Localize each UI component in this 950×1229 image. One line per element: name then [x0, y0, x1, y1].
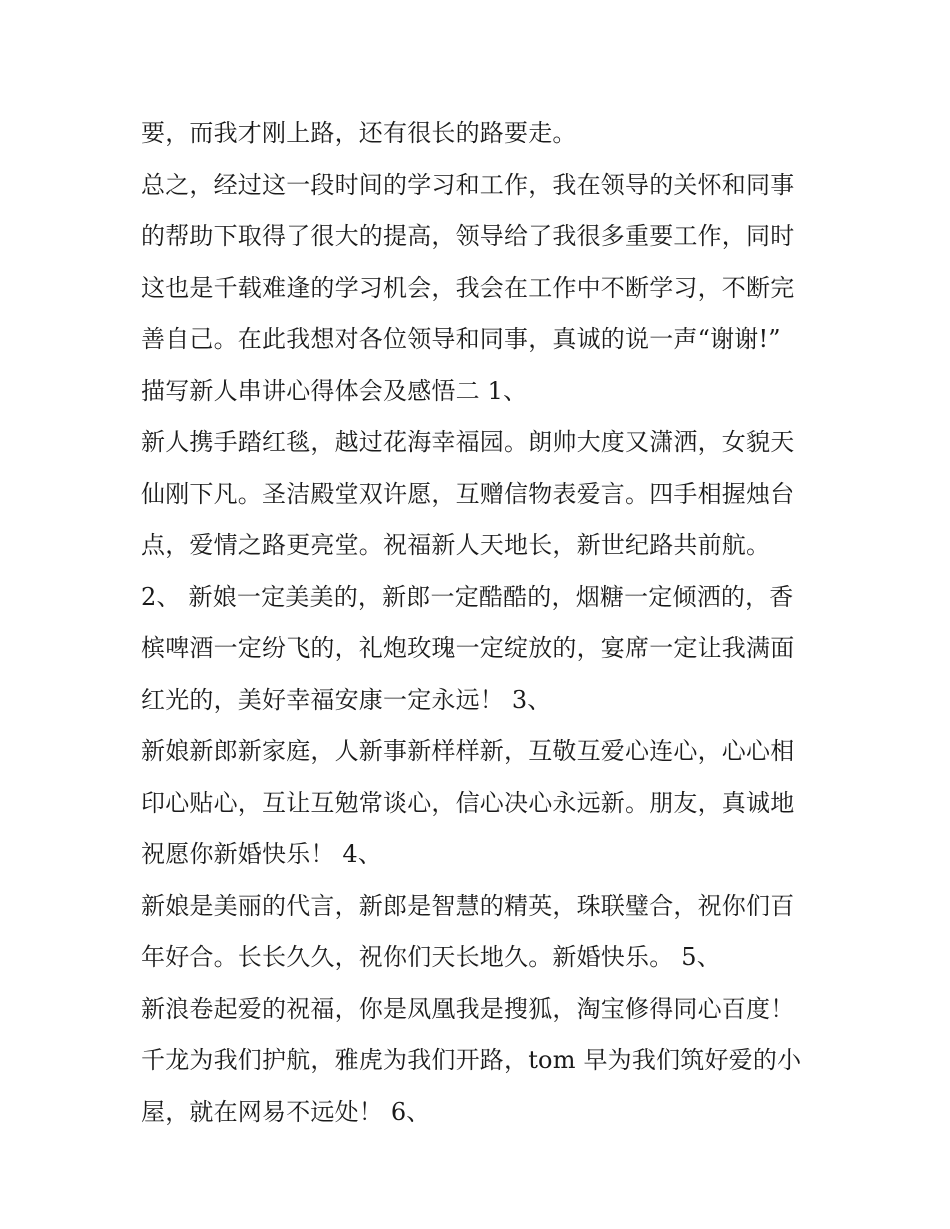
document-body — [141, 108, 821, 1138]
text-line-2: 总之，经过这一段时间的学习和工作，我在领导的关怀和同事 — [141, 170, 795, 199]
text-line-17: 年好合。长长久久，祝你们天长地久。新婚快乐。 5、 — [141, 943, 721, 971]
text-line-13: 新娘新郎新家庭，人新事新样样新，互敬互爱心连心，心心相 — [141, 737, 795, 765]
text-line-4: 这也是千载难逢的学习机会，我会在工作中不断学习，不断完 — [141, 273, 795, 302]
text-line-20: 屋，就在网易不远处！ 6、 — [141, 1097, 431, 1126]
text-line-8: 仙刚下凡。圣洁殿堂双许愿，互赠信物表爱言。四手相握烛台 — [141, 479, 795, 508]
text-line-5: 善自己。在此我想对各位领导和同事，真诚的说一声“谢谢!” — [141, 325, 781, 353]
text-line-7: 新人携手踏红毯，越过花海幸福园。朗帅大度又潇洒，女貌天 — [141, 428, 795, 456]
text-line-15: 祝愿你新婚快乐！ 4、 — [141, 840, 383, 868]
text-line-1: 要，而我才刚上路，还有很长的路要走。 — [141, 119, 577, 147]
text-line-10: 2、 新娘一定美美的，新郎一定酷酷的，烟糖一定倾洒的，香 — [141, 582, 794, 611]
text-line-16: 新娘是美丽的代言，新郎是智慧的精英，珠联璧合，祝你们百 — [141, 891, 795, 920]
section-heading: 描写新人串讲心得体会及感悟二 1、 — [141, 376, 528, 405]
text-line-19: 千龙为我们护航，雅虎为我们开路，tom 早为我们筑好爱的小 — [141, 1046, 802, 1074]
text-line-11: 槟啤酒一定纷飞的，礼炮玫瑰一定绽放的，宴席一定让我满面 — [141, 634, 795, 662]
text-line-3: 的帮助下取得了很大的提高，领导给了我很多重要工作，同时 — [141, 222, 795, 250]
text-line-12: 红光的，美好幸福安康一定永远！ 3、 — [141, 685, 552, 714]
text-line-18: 新浪卷起爱的祝福，你是凤凰我是搜狐，淘宝修得同心百度！ — [141, 994, 795, 1023]
text-line-14: 印心贴心，互让互勉常谈心，信心决心永远新。朋友，真诚地 — [141, 788, 795, 817]
text-line-9: 点，爱情之路更亮堂。祝福新人天地长，新世纪路共前航。 — [141, 531, 771, 559]
